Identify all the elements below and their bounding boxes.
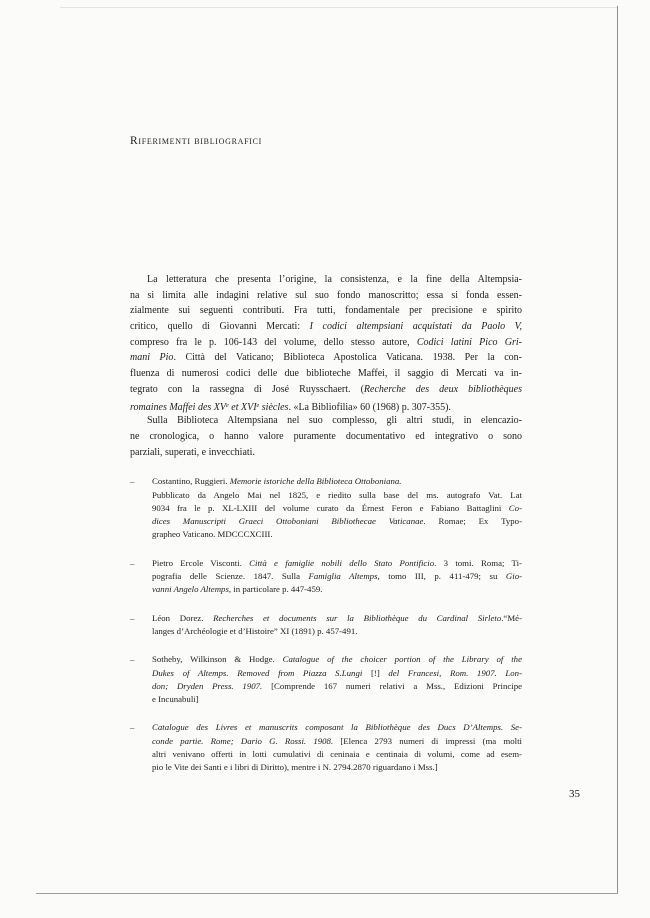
item-lines [152,653,522,706]
text-segment: e [226,401,229,409]
text-segment: vanni Angelo Altemps [152,584,229,595]
item-dash-marker: – [130,476,135,487]
text-line [152,528,522,541]
text-line [152,570,522,583]
text-segment: , tomo III, p. 411-479; su [377,571,506,582]
page-edge-right [617,6,618,894]
text-line [130,335,522,351]
text-segment: [Elenca 2793 numeri di impressi (ma molti [333,735,522,746]
text-line [152,502,522,515]
text-line [152,653,522,666]
paragraph [130,272,522,413]
text-line [152,721,522,734]
text-segment: conde partie. Rome; Dario G. Rossi. 1908. [152,735,334,746]
text-line [152,515,522,528]
text-segment: compreso fra le p. 106-143 del volume, dello stesso autore, [130,336,417,348]
text-line [130,319,522,335]
item-dash-marker: – [130,557,135,568]
item-dash-marker: – [130,722,135,733]
page-edge-bottom [36,893,618,894]
text-line [130,303,522,319]
text-segment: Catalogue des Livres et manuscrits composant la Bibliothèque des Ducs D’Altemps. Se- [152,722,522,733]
text-segment: siècles [259,401,289,413]
text-line [130,272,522,288]
item-lines [152,475,522,541]
text-line [152,761,522,774]
item-lines [152,721,522,774]
bibliography-item [130,557,522,597]
paragraph [130,413,522,460]
text-segment: don; Dryden Press. 1907. [152,680,263,691]
text-segment: Recherche des deux bibliothèques [363,383,522,395]
text-segment: parziali, superati, e invecchiati. [130,446,255,458]
text-line [152,612,522,625]
text-segment: , in particolare p. 447-459. [228,584,323,595]
text-segment: La letteratura che presenta l’origine, la consistenza, e la fine della Altempsia- [147,274,522,285]
text-segment: Codici latini Pico Gri- [416,336,522,348]
text-segment: Co- [508,502,522,513]
text-line [130,350,522,366]
text-segment: . Romae; Ex Typo- [423,516,522,527]
page-number: 35 [569,788,580,800]
intro-paragraphs [130,272,522,460]
text-segment: 9034 fra le p. XL-LXIII del volume curato da Érnest Feron e Fabiano Battaglini [152,502,509,513]
text-segment: dices Manuscripti Graeci Ottoboniani Bibliothecae Vaticanae [152,516,424,527]
text-line [130,429,522,445]
item-dash-marker: – [130,612,135,623]
text-segment: na si limita alle indagini relative sul suo fondo manoscritto; essa si fonda essen- [130,289,522,301]
text-line [130,445,522,461]
text-line [152,557,522,570]
text-line [130,413,522,429]
text-segment: ne cronologica, o hanno valore puramente documentativo ed integrativo o sono [130,430,522,442]
text-segment: critico, quello di Giovanni Mercati: [130,321,310,333]
text-line [152,748,522,761]
text-segment: pio le Vite dei Santi e i libri di Diritto), mentre i N. 2794.2870 riguardano i Mss.] [152,762,438,773]
text-segment: pografia delle Scienze. 1847. Sulla [152,571,309,582]
running-head: Riferimenti bibliografici [130,135,263,147]
text-line [152,693,522,706]
text-block [130,272,522,775]
text-segment: Sotheby, Wilkinson & Hodge. [152,654,283,665]
text-line [152,475,522,488]
text-segment: Catalogue of the choicer portion of the Library of the [282,654,522,665]
bibliography-item [130,721,522,774]
text-line [152,583,522,596]
text-line [130,382,522,398]
text-segment: zialmente sui seguenti contributi. Fra tutti, fondamentale per precisione e spirito [130,305,522,317]
text-segment: Pietro Ercole Visconti. [152,557,250,568]
text-segment: . 3 tomi. Roma; Ti- [434,557,522,568]
text-line [152,680,522,693]
bibliography-item [130,612,522,639]
text-line [130,398,522,414]
text-segment: del Francesi, Rom. 1907. Lon- [388,667,522,678]
text-segment: e [256,401,260,409]
text-segment: .“Mé- [501,612,522,623]
text-segment: langes d’Archéologie et d’Histoire” XI (1891) p. 457-491. [152,625,358,636]
text-line [152,489,522,502]
item-dash-marker: – [130,654,135,665]
bibliography-item [130,475,522,541]
text-segment: Costantino, Ruggieri. [152,476,230,487]
text-segment: e Incunabuli] [152,694,199,705]
text-segment: Famiglia Altemps [308,571,378,582]
text-segment: . «La Bibliofilia» 60 (1968) p. 307-355). [288,401,451,413]
page-edge-top [60,7,617,8]
text-line [152,667,522,680]
text-segment: romaines Maffei des XV [130,401,227,413]
text-segment: . Città del Vaticano; Biblioteca Apostolica Vaticana. 1938. Per la con- [173,352,522,364]
text-segment: I codici altempsiani acquistati da Paolo V, [309,321,522,333]
text-line [152,735,522,748]
text-segment: altri venivano offerti in lotti cumulativi di ceninaia e centinaia di volumi, come ad esem- [152,749,522,759]
text-segment: fluenza di numerosi codici delle due biblioteche Maffei, il saggio di Mercati va in- [130,368,522,380]
text-segment: [Comprende 167 numeri relativi a Mss., Edizioni Principe [262,680,522,691]
bibliography-list [130,475,522,774]
text-line [130,288,522,304]
text-segment: Pubblicato da Angelo Mai nel 1825, e riedito sulla base del ms. autografo Vat. Lat [152,489,522,500]
text-segment: et XVI [228,401,257,413]
text-segment: Dukes of Altemps. Removed from Piazza S.Lungi [152,667,363,678]
text-segment: grapheo Vaticano. MDCCCXCIII. [152,529,273,540]
text-segment: [!] [362,667,389,678]
text-segment: Città e famiglie nobili dello Stato Pontificio [249,557,435,568]
text-segment: Sulla Biblioteca Altempsiana nel suo complesso, gli altri studi, in elencazio- [147,415,522,427]
text-line [152,625,522,638]
bibliography-item [130,653,522,706]
text-line [130,366,522,382]
item-lines [152,557,522,597]
text-segment: Memorie istoriche della Biblioteca Ottoboniana. [229,476,402,487]
text-segment: Gio- [505,571,522,582]
text-segment: mani Pio [130,352,174,364]
text-segment: Léon Dorez. [152,612,214,623]
item-lines [152,612,522,639]
text-segment: Recherches et documents sur la Bibliothèque du Cardinal Sirleto [213,612,502,623]
text-segment: tegrato con la rassegna di José Ruysschaert. ( [130,383,364,395]
